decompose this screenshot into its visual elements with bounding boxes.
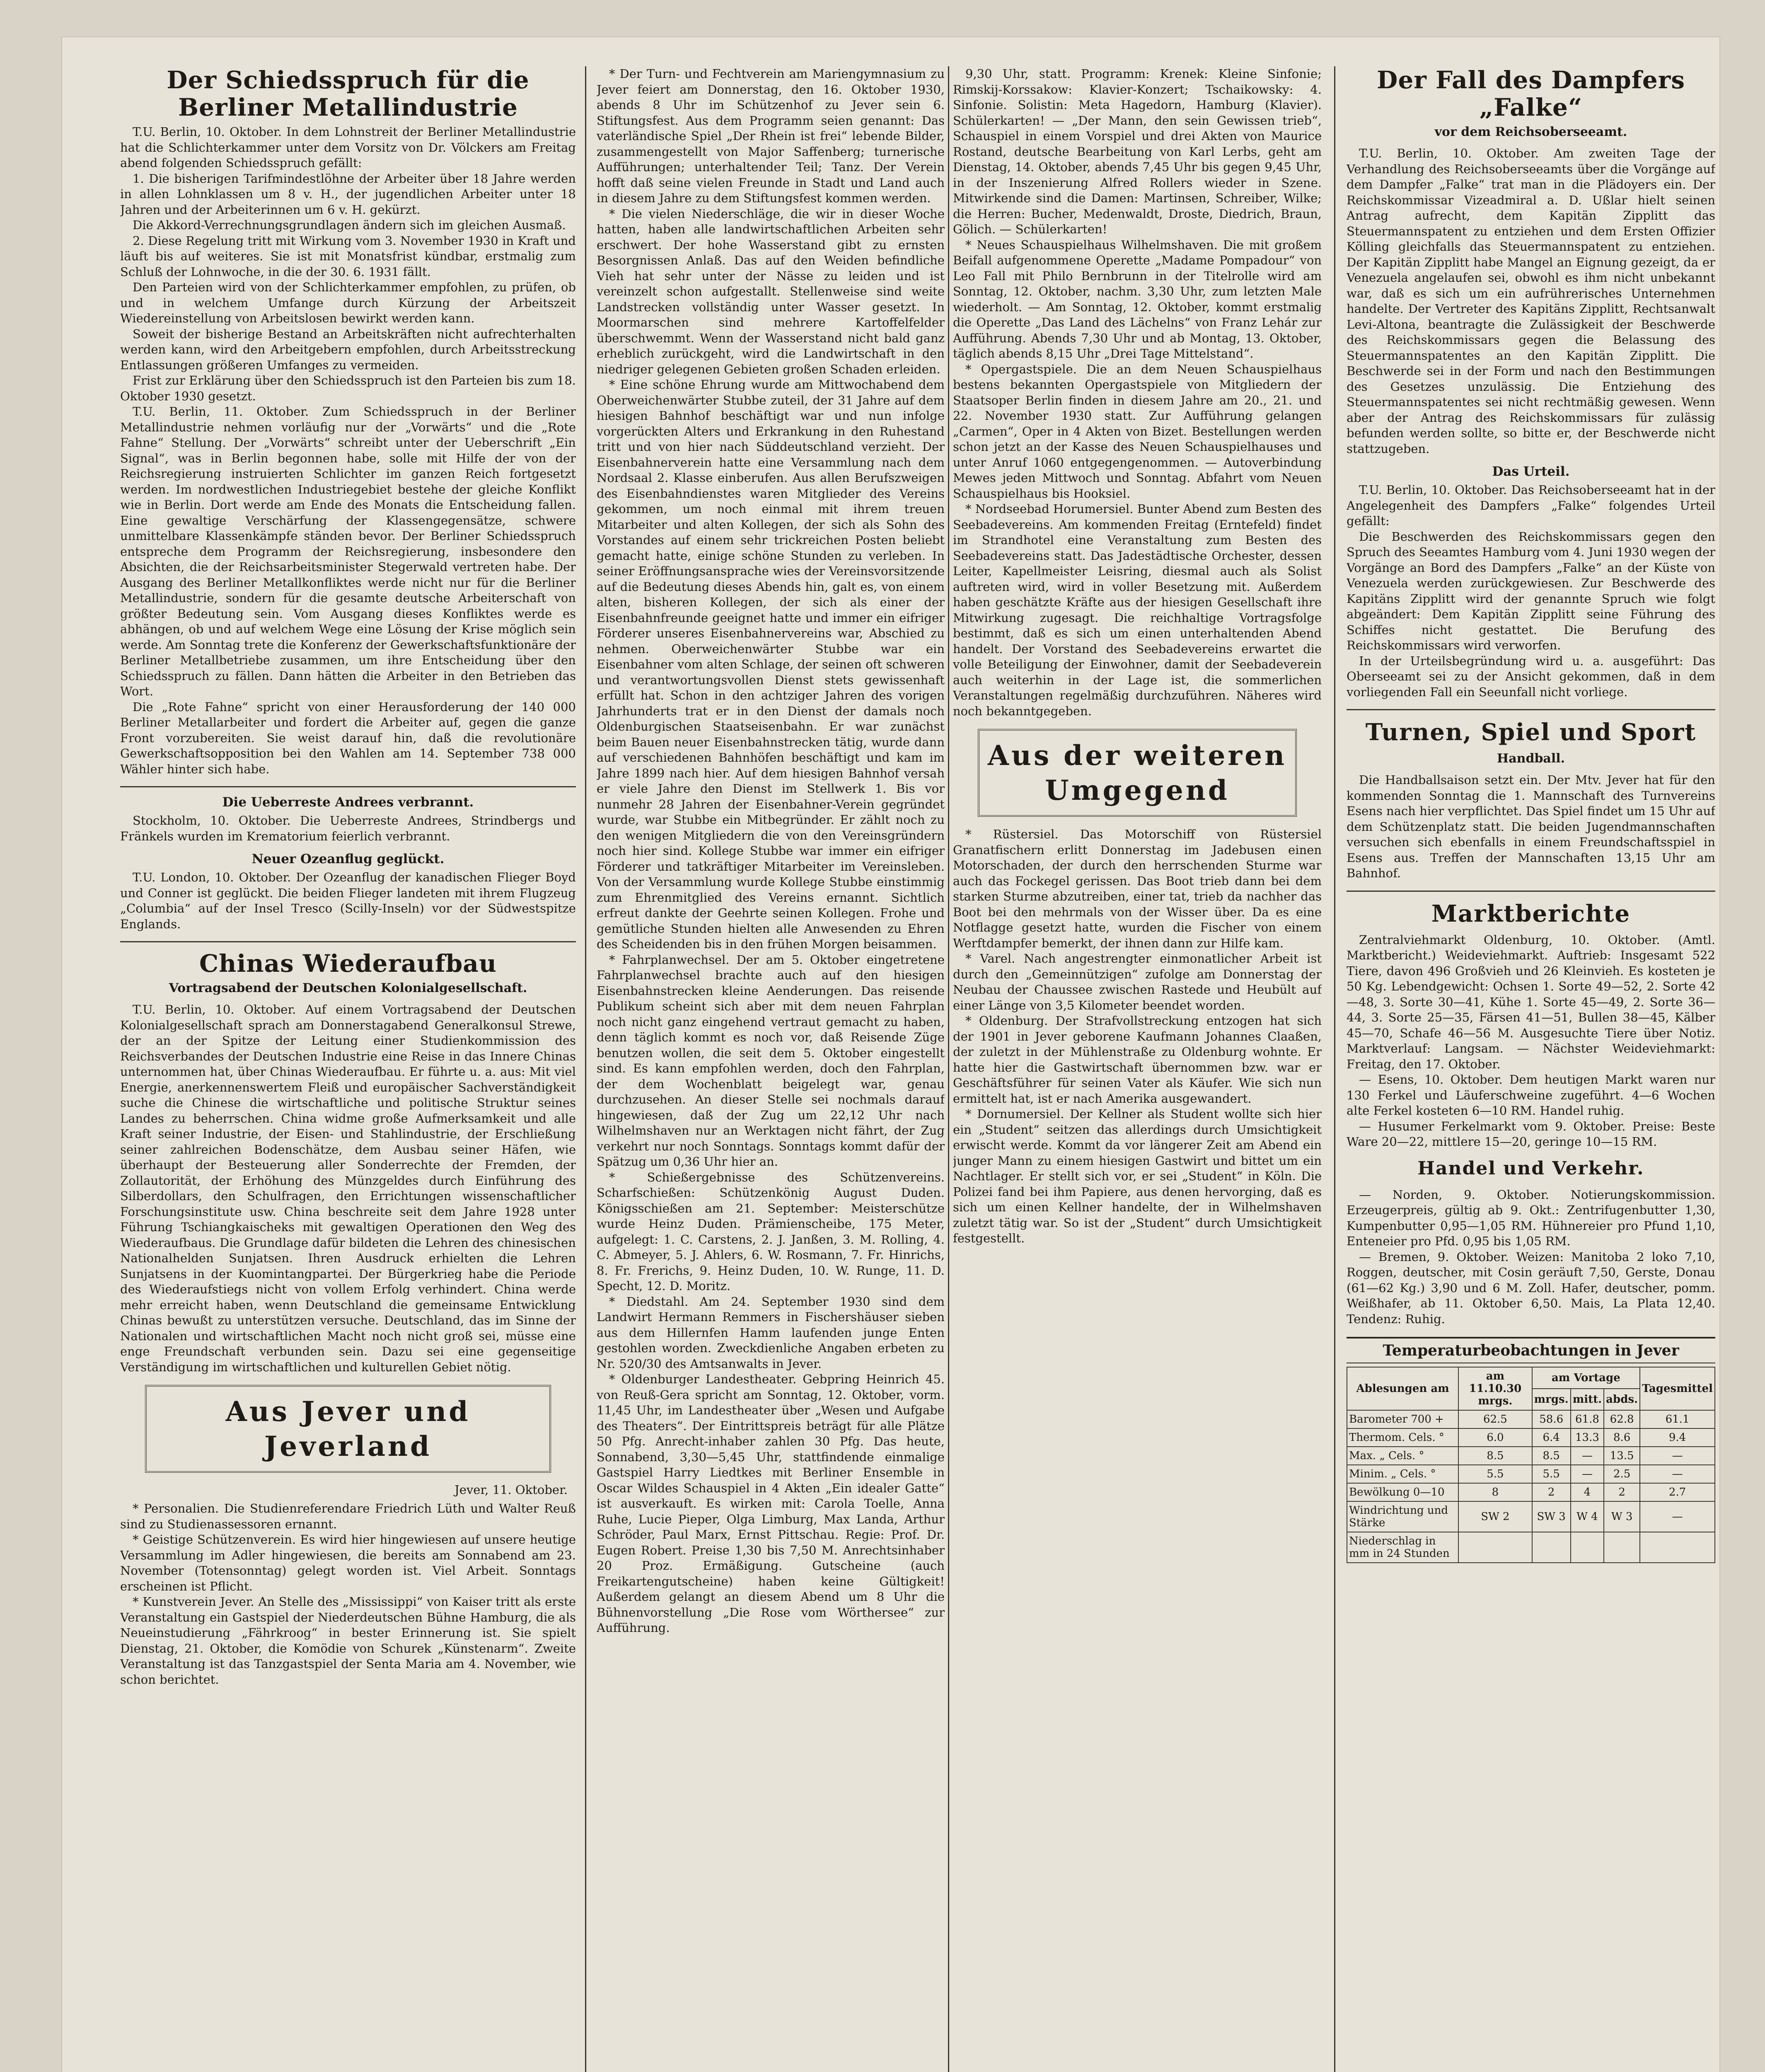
table-cell: 5.5 <box>1532 1465 1571 1483</box>
article-paragraph: * Neues Schauspielhaus Wilhelmshaven. Die mit großem Beifall aufgenommene Operette „Madame Pompadour“ von Leo Fall mit Philo Bernbrunn in der Titelrolle wird am Sonntag, 12. Oktober, nachm. 3,30 Uhr, zum letzten Male wiederholt. — Am Sonntag, 12. Oktober, kommt erstmalig die Operette „Das Land des Lächelns“ von Franz Lehár zur Aufführung. Abends 7,30 Uhr und ab Montag, 13. Oktober, täglich abends 8,15 Uhr „Drei Tage Mittelstand“. <box>953 237 1322 361</box>
table-cell: Bewölkung 0—10 <box>1347 1483 1458 1501</box>
table-cell: 9.4 <box>1640 1428 1715 1447</box>
table-cell: 8.5 <box>1458 1447 1532 1465</box>
divider <box>120 786 576 787</box>
article-paragraph: * Oldenburger Landestheater. Gebpring Heinrich 45. von Reuß-Gera spricht am Sonntag, 12. Oktober, vorm. 11,45 Uhr, im Landestheater über „Wesen und Aufgabe des Theaters“. Der Eintrittspreis beträgt für alle Plätze 50 Pfg. Anrecht-inhaber zahlen 30 Pfg. Das heute, Sonnabend, 3,30—5,45 Uhr, stattfindende einmalige Gastspiel Harry Liedtkes mit Berliner Ensemble in Oscar Wildes Schauspiel in 4 Akten „Ein idealer Gatte“ ist ausverkauft. Es wirken mit: Carola Toelle, Anna Ruhe, Lucie Pieper, Olga Limburg, Max Landa, Arthur Schröder, Paul Marx, Ernst Pittschau. Regie: Prof. Dr. Eugen Robert. Preise 1,30 bis 7,50 M. Anrechtsinhaber 20 Proz. Ermäßigung. Gutscheine (auch Freikartengutscheine) haben keine Gültigkeit! Außerdem gelangt an diesem Abend um 8 Uhr die Bühnenvorstellung „Die Rose vom Wörthersee“ zur Aufführung. <box>597 1372 945 1635</box>
article-paragraph: — Norden, 9. Oktober. Notierungskommission. Erzeugerpreis, gültig ab 9. Okt.: Zentrifugenbutter 1,30, Kumpenbutter 0,95—1,05 RM. Hühnereier pro Pfund 1,10, Enteneier pro Pfd. 0,95 bis 1,05 RM. <box>1347 1187 1715 1248</box>
article-paragraph: Die Akkord-Verrechnungsgrundlagen ändern sich im gleichen Ausmaß. <box>133 218 566 232</box>
table-cell: Niederschlag in mm in 24 Stunden <box>1347 1532 1458 1563</box>
table-cell: Windrichtung und Stärke <box>1347 1501 1458 1532</box>
table-cell: 61.1 <box>1640 1410 1715 1428</box>
table-header: am 11.10.30 mrgs. <box>1458 1367 1532 1410</box>
table-cell: 61.8 <box>1571 1410 1604 1428</box>
article-paragraph: 2. Diese Regelung tritt mit Wirkung vom 3. November 1930 in Kraft und läuft bis auf weiteres. Sie ist mit Monatsfrist kündbar, erstmalig zum Schluß der Lohnwoche, in die der 30. 6. 1931 fällt. <box>120 233 576 279</box>
article-paragraph: * Geistige Schützenverein. Es wird hier hingewiesen auf unsere heutige Versammlung im Adler hingewiesen, die bereits am Sonnabend am 23. November (Totensonntag) gelegt worden ist. Viel Arbeit. Sonntags erscheinen ist Pflicht. <box>120 1532 576 1593</box>
table-cell: 13.5 <box>1604 1447 1640 1465</box>
table-row <box>1347 1501 1715 1532</box>
table-cell: — <box>1640 1501 1715 1532</box>
table-cell: 62.5 <box>1458 1410 1532 1428</box>
section-title: Aus Jever und Jeverland <box>225 1395 471 1462</box>
article-paragraph: * Die vielen Niederschläge, die wir in dieser Woche hatten, haben alle landwirtschaftlichen Arbeiten sehr erschwert. Der hohe Wasserstand gibt zu ernsten Besorgnissen Anlaß. Das auf den Weiden befindliche Vieh hat sehr unter der Nässe zu leiden und ist vereinzelt schon aufgestallt. Stellenweise sind weite Landstrecken vollständig unter Wasser gesetzt. In Moormarschen sind mehrere Kartoffelfelder überschwemmt. Wenn der Wasserstand nicht bald ganz erheblich zurückgeht, wird die Landwirtschaft in den niedriger gelegenen Gebieten großen Schaden erleiden. <box>597 206 945 376</box>
article-paragraph: * Diedstahl. Am 24. September 1930 sind dem Landwirt Hermann Remmers in Fischershäuser sieben aus dem Hillernfen Hamm laufenden junge Enten gestohlen worden. Zweckdienliche Angaben erbeten zu Nr. 520/30 des Amtsanwalts in Jever. <box>597 1294 945 1371</box>
article-paragraph: T.U. Berlin, 10. Oktober. Das Reichsoberseeamt hat in der Angelegenheit des Dampfers „Falke“ folgendes Urteil gefällt: <box>1347 483 1715 528</box>
table-row <box>1347 1465 1715 1483</box>
table-cell: Barometer 700 + <box>1347 1410 1458 1428</box>
article-paragraph: * Rüstersiel. Das Motorschiff von Rüstersiel Granatfischern erlitt Donnerstag im Jadebusen einen Motorschaden, der durch den herrschenden Sturme war auch das Fockegel gerissen. Das Boot trieb dann bei dem starken Sturme abzutreiben, einer tat, trieb da nachher das Boot bei den mehrmals von der Wisser über. Da es eine Notflagge gesetzt hatte, wurden die Fischer von einem Werftdampfer bemerkt, der ihnen dann zur Hilfe kam. <box>953 827 1322 950</box>
article-paragraph: * Der Turn- und Fechtverein am Mariengymnasium zu Jever feiert am Donnerstag, den 16. Oktober 1930, abends 8 Uhr im Schützenhof zu Jever sein 6. Stiftungsfest. Aus dem Programm seien genannt: Das vaterländische Spiel „Der Rhein ist frei“ lebende Bilder, zusammengestellt von Major Saffenberg; turnerische Aufführungen; unterhaltender Teil; Tanz. Der Verein hofft daß seine vielen Freunde in Stadt und Land auch in diesem Jahre zu dem Stiftungsfest kommen werden. <box>597 67 945 205</box>
article-paragraph: In der Urteilsbegründung wird u. a. ausgeführt: Das Oberseeamt sei zu der Ansicht gekommen, daß in dem vorliegenden Fall ein Seeunfall nicht vorliege. <box>1347 654 1715 699</box>
divider <box>1347 709 1715 710</box>
section-title: Marktberichte <box>1431 900 1631 927</box>
table-cell: 8.5 <box>1532 1447 1571 1465</box>
table-cell <box>1571 1532 1604 1563</box>
table-row <box>1347 1447 1715 1465</box>
table-cell: 8.6 <box>1604 1428 1640 1447</box>
table-row <box>1347 1428 1715 1447</box>
table-row <box>1347 1532 1715 1563</box>
table-cell: 2 <box>1604 1483 1640 1501</box>
table-cell: — <box>1571 1465 1604 1483</box>
table-cell: 62.8 <box>1604 1410 1640 1428</box>
table-cell: W 3 <box>1604 1501 1640 1532</box>
table-cell: SW 3 <box>1532 1501 1571 1532</box>
article-paragraph: T.U. Berlin, 10. Oktober. Auf einem Vortragsabend der Deutschen Kolonialgesellschaft sprach am Donnerstagabend Generalkonsul Strewe, der an der Spitze der Leitung einer Studienkommission des Reichsverbandes der Deutschen Industrie eine Reise in das Innere Chinas unternommen hat, über Chinas Wiederaufbau. Er führte u. a. aus: Mit viel Energie, anerkennenswertem Fleiß und europäischer Sachverständigkeit suche die Chinese die wirtschaftliche und politische Struktur seines Landes zu beherrschen. China widme große Aufmerksamkeit und alle Kraft seiner Industrie, der Eisen- und Stahlindustrie, der Erschließung seiner zahlreichen Bodenschätze, dem Ausbau seiner Häfen, wie überhaupt der Besteuerung aller Sonderrechte der Fremden, der Zollautorität, der Erhöhung des Münzgeldes durch Einführung des Silberdollars, den Schulfragen, den Errichtungen wissenschaftlicher Forschungsinstitute usw. China beschreite seit dem Jahre 1928 unter Führung Tschiangkaischeks mit gewaltigen Operationen den Weg des Wiederaufbaus. Die Grundlage dafür bildeten die Lehren des chinesischen Nationalhelden Sunjatsen. Ihren Ausdruck erhielten die Lehren Sunjatsens in der Kuomintangpartei. Der Bürgerkrieg habe die Periode des Wiederaufstiegs nicht von vollem Erfolg verhindert. China werde mehr erreicht haben, wenn Deutschland die gemeinsame Entwicklung Chinas bewußt zu unterstützen versuche. Deutschland, das im Sinne der Nationalen und wirtschaftlichen Macht noch nicht groß sei, müsse eine enge Freundschaft verbunden sein. Dazu sei eine gegenseitige Verständigung im wirtschaftlichen und kulturellen Gebiet nötig. <box>120 1002 576 1374</box>
headline: Der Schiedsspruch für die Berliner Metallindustrie <box>167 66 530 121</box>
article-paragraph: * Dornumersiel. Der Kellner als Student wollte sich hier ein „Student“ seitzen das allerdings durch Umsichtigkeit erwischt werde. Kommt da vor längerer Zeit am Abend ein junger Mann zu einem hiesigen Gastwirt und bittet um ein Nachtlager. Er stellt sich vor, er sei „Student“ in Köln. Die Polizei fand bei ihm Papiere, aus denen hervorging, daß es sich um einen Kellner handelte, der in Wilhelmshaven zuletzt tätig war. So ist der „Student“ durch Umsichtigkeit festgestellt. <box>953 1107 1322 1245</box>
dateline: Jever, 11. Oktober. <box>455 1483 568 1497</box>
subheadline: Neuer Ozeanflug geglückt. <box>251 852 445 867</box>
column-4 <box>1347 66 1715 1563</box>
article-paragraph: Den Parteien wird von der Schlichterkammer empfohlen, zu prüfen, ob und in welchem Umfange durch Kürzung der Arbeitszeit Wiedereinstellung von Arbeitslosen bewirkt werden kann. <box>120 280 576 325</box>
article-paragraph: * Eine schöne Ehrung wurde am Mittwochabend dem Oberweichenwärter Stubbe zuteil, der 31 Jahre auf dem hiesigen Bahnhof beschäftigt war und nun infolge vorgerückten Alters und Erkrankung in den Ruhestand tritt und von hier nach Süddeutschland verzieht. Der Eisenbahnerverein hatte eine Versammlung nach dem Nordsaal 2. Klasse einberufen. Aus allen Berufszweigen des Eisenbahndienstes waren Mitglieder des Vereins gekommen, um noch einmal mit ihrem treuen Mitarbeiter und alten Kollegen, der sich als Sohn des Vorstandes auf einem sehr trickreichen Posten beliebt gemacht hatte, einige schöne Stunden zu verleben. In seiner Eröffnungsansprache wies der Vereinsvorsitzende auf die Bedeutung dieses Abends hin, galt es, von einem alten, bisheren Kollegen, der sich als einer der Eisenbahnfreunde geeignet hatte und immer ein eifriger Förderer unseres Eisenbahnervereins war, Abschied zu nehmen. Oberweichenwärter Stubbe war ein Eisenbahner vom alten Schlage, der seinen oft schweren und verantwortungsvollen Dienst stets gewissenhaft erfüllt hat. Schon in den achtziger Jahren des vorigen Jahrhunderts trat er in den Dienst der damals noch Oldenburgischen Staatseisenbahn. Er war zunächst beim Bauen neuer Eisenbahnstrecken tätig, wurde dann auf verschiedenen Bahnhöfen beschäftigt und kam im Jahre 1899 nach hier. Auf dem hiesigen Bahnhof versah er viele Jahre den Dienst im Stellwerk 1. Bis vor nunmehr 28 Jahren der Eisenbahner-Verein gegründet wurde, war Stubbe ein Mitbegründer. Er zählt noch zu den wenigen Mitgliedern die von den Vereinsgründern noch hier sind. Kollege Stubbe war immer ein eifriger Förderer und tatkräftiger Mitarbeiter im Vereinsleben. Von der Versammlung wurde Kollege Stubbe einstimmig zum Ehrenmitglied des Vereins ernannt. Sichtlich erfreut dankte der Geehrte seinen Kollegen. Frohe und gemütliche Stunden hielten alle Anwesenden zu Ehren des Scheidenden bis in den frühen Morgen beisammen. <box>597 378 945 951</box>
article-paragraph: — Esens, 10. Oktober. Dem heutigen Markt waren nur 130 Ferkel und Läuferschweine zugeführt. 4—6 Wochen alte Ferkel kosteten 6—10 RM. Handel ruhig. <box>1347 1072 1715 1118</box>
subheadline: vor dem Reichsoberseeamt. <box>1434 125 1627 139</box>
section-title: Turnen, Spiel und Sport <box>1365 719 1697 746</box>
column-3 <box>953 66 1322 1247</box>
table-header: mitt. <box>1571 1389 1604 1410</box>
table-cell: 2 <box>1532 1483 1571 1501</box>
article-paragraph: T.U. Berlin, 10. Oktober. In dem Lohnstreit der Berliner Metallindustrie hat die Schlichterkammer unter dem Vorsitz von Dr. Völckers am Freitag abend folgenden Schiedsspruch gefällt: <box>120 125 576 170</box>
article-paragraph: Soweit der bisherige Bestand an Arbeitskräften nicht aufrechterhalten werden kann, wird den Arbeitgebern empfohlen, durch Arbeitsstreckung Entlassungen größeren Umfanges zu vermeiden. <box>120 327 576 372</box>
article-paragraph: Die „Rote Fahne“ spricht von einer Herausforderung der 140 000 Berliner Metallarbeiter und fordert die Arbeiter auf, gegen die ganze Front vorzubereiten. Sie weist darauf hin, daß die revolutionäre Gewerkschaftsopposition bei den Wahlen am 14. September 738 000 Wähler hinter sich habe. <box>120 700 576 776</box>
table-cell: Max. „ Cels. ° <box>1347 1447 1458 1465</box>
table-row <box>1347 1483 1715 1501</box>
table-cell <box>1458 1532 1532 1563</box>
article-paragraph: * Varel. Nach angestrengter einmonatlicher Arbeit ist durch den „Gemeinnützigen“ zufolge am Donnerstag der Neubau der Chaussee zwischen Rastede und Heubült auf einer Länge von 3,5 Kilometer beendet worden. <box>953 951 1322 1012</box>
table-cell: 8 <box>1458 1483 1532 1501</box>
table-header: Tagesmittel <box>1640 1367 1715 1410</box>
article-paragraph: 9,30 Uhr, statt. Programm: Krenek: Kleine Sinfonie; Rimskij-Korssakow: Klavier-Konzert; Tschaikowsky: 4. Sinfonie. Solistin: Meta Hagedorn, Hamburg (Klavier). Schülerkarten! — „Der Mann, den sein Gewissen trieb“, Schauspiel in einem Vorspiel und drei Akten von Maurice Rostand, deutsche Bearbeitung von Karl Lerbs, geht am Dienstag, 14. Oktober, abends 7,45 Uhr bis gegen 9,45 Uhr, in der Inszenierung Alfred Rollers wieder in Szene. Mitwirkende sind die Damen: Martinsen, Schreiber, Wilke; die Herren: Bucher, Medenwaldt, Droste, Diedrich, Braun, Gölich. — Schülerkarten! <box>953 67 1322 236</box>
table-cell: 5.5 <box>1458 1465 1532 1483</box>
article-paragraph: * Nordseebad Horumersiel. Bunter Abend zum Besten des Seebadevereins. Am kommenden Freitag (Erntefeld) findet im Strandhotel eine Veranstaltung zum Besten des Seebadevereins statt. Das Jadestädtische Orchester, dessen Leiter, Kapellmeister Leisring, diesmal auch als Solist auftreten wird, wird in voller Besetzung mit. Außerdem haben geschätzte Kräfte aus der hiesigen Gesellschaft ihre Mitwirkung zugesagt. Die reichhaltige Vortragsfolge bestimmt, daß es sich um einen unterhaltenden Abend handelt. Der Vorstand des Seebadevereins erwartet die volle Beteiligung der Einwohner, damit der Seebadeverein auch weiterhin in der Lage ist, die sommerlichen Veranstaltungen regelmäßig durchzuführen. Näheres wird noch bekanntgegeben. <box>953 502 1322 718</box>
article-paragraph: 1. Die bisherigen Tarifmindestlöhne der Arbeiter über 18 Jahre werden in allen Lohnklassen um 8 v. H., der jugendlichen Arbeiter unter 18 Jahren und der Arbeiterinnen um 6 v. H. gekürzt. <box>120 171 576 217</box>
section-title: Handel und Verkehr. <box>1417 1157 1644 1179</box>
table-cell: 4 <box>1571 1483 1604 1501</box>
column-2 <box>597 66 945 1636</box>
table-cell: — <box>1571 1447 1604 1465</box>
table-cell: 58.6 <box>1532 1410 1571 1428</box>
article-paragraph: * Oldenburg. Der Strafvollstreckung entzogen hat sich der 1901 in Jever geborene Kaufmann Johannes Claaßen, der zuletzt in der Mühlenstraße zu Oldenburg wohnte. Er hatte hier die Gastwirtschaft übernommen bzw. war er Geschäftsführer für seinen Vater als Käufer. Wie sich nun ermittelt hat, ist er nach Amerika ausgewandert. <box>953 1014 1322 1106</box>
table-cell <box>1604 1532 1640 1563</box>
table-cell: 6.4 <box>1532 1428 1571 1447</box>
column-rule <box>585 66 586 2072</box>
table-header: am Vortage <box>1532 1367 1640 1389</box>
subheadline: Vortragsabend der Deutschen Kolonialgesellschaft. <box>169 981 527 995</box>
article-paragraph: * Kunstverein Jever. An Stelle des „Mississippi“ von Kaiser tritt als erste Veranstaltung ein Gastspiel der Niederdeutschen Bühne Hamburg, die als Neueinstudierung „Fährkroog“ in bester Erinnerung ist. Sie spielt Dienstag, 21. Oktober, die Komödie von Schurek „Künstenarm“. Zweite Veranstaltung ist das Tanzgastspiel der Senta Maria am 4. November, wie schon berichtet. <box>120 1595 576 1687</box>
article-paragraph: * Opergastspiele. Die an dem Neuen Schauspielhaus bestens bekannten Opergastspiele von Mitgliedern der Staatsoper Berlin finden in diesem Jahre am 20., 21. und 22. November 1930 statt. Zur Aufführung gelangen „Carmen“, Oper in 4 Akten von Bizet. Bestellungen werden schon jetzt an der Kasse des Neuen Schauspielhauses und unter Anruf 1060 entgegengenommen. — Autoverbindung Mewes jeden Mittwoch und Sonntag. Abfahrt vom Neuen Schauspielhaus bis Hooksiel. <box>953 362 1322 501</box>
table-cell: 2.5 <box>1604 1465 1640 1483</box>
headline: Chinas Wiederaufbau <box>199 949 497 978</box>
subheadline: Die Ueberreste Andrees verbrannt. <box>222 795 474 810</box>
section-title: Aus der weiteren Umgegend <box>987 739 1287 806</box>
table-header-row <box>1347 1367 1715 1389</box>
article-paragraph: T.U. Berlin, 10. Oktober. Am zweiten Tage der Verhandlung des Reichsoberseeamts über die Vorgänge auf dem Dampfer „Falke“ trat man in die Plädoyers ein. Der Reichskommissar Vizeadmiral a. D. Ußlar hielt seinen Antrag aufrecht, dem Kapitän Zipplitt das Steuermannspatent zu entziehen und dem Ersten Offizier Kölling gleichfalls das Steuermannspatent zu entziehen. Der Kapitän Zipplitt habe Mangel an Eignung gezeigt, da er Venezuela angelaufen sei, obwohl es ihm nicht unbekannt war, daß es sich um ein aufrührerisches Unternehmen handelte. Der Vertreter des Kapitäns Zipplitt, Rechtsanwalt Levi-Altona, beantragte die Zulässigkeit der Beschwerde des Reichskommissars gegen die Belassung des Steuermannspatentes an den Kapitän Zipplitt. Die Beschwerde sei in der Form und nach den Bestimmungen des Gesetzes unzulässig. Die Entziehung des Steuermannspatentes sei nicht rechtmäßig gewesen. Wenn aber der Antrag des Reichskommissars für zulässig befunden werden sollte, so bitte er, der Beschwerde nicht stattzugeben. <box>1347 146 1715 456</box>
section-box <box>978 729 1297 817</box>
article-paragraph: Zentralviehmarkt Oldenburg, 10. Oktober. (Amtl. Marktbericht.) Weideviehmarkt. Auftrieb: Insgesamt 522 Tiere, davon 496 Großvieh und 26 Kleinvieh. Es kosteten je 50 Kg. Lebendgewicht: Ochsen 1. Sorte 49—52, 2. Sorte 42—48, 3. Sorte 30—41, Kühe 1. Sorte 45—49, 2. Sorte 36—44, 3. Sorte 25—35, Färsen 41—51, Bullen 38—45, Kälber 45—70, Schafe 46—56 M. Ausgesuchte Tiere über Notiz. Marktverlauf: Langsam. — Nächster Weideviehmarkt: Freitag, den 17. Oktober. <box>1347 932 1715 1071</box>
column-1 <box>120 66 576 1687</box>
table-cell: 6.0 <box>1458 1428 1532 1447</box>
article-paragraph: — Bremen, 9. Oktober. Weizen: Manitoba 2 loko 7,10, Roggen, deutscher, mit Cosin geräuft 7,50, Gerste, Donau (61—62 Kg.) 3,90 und 6 M. Zoll. Hafer, deutscher, pomm. Weißhafer, ab 11. Oktober 6,50. Mais, La Plata 12,40. Tendenz: Ruhig. <box>1347 1249 1715 1326</box>
table-cell: — <box>1640 1465 1715 1483</box>
article-paragraph: Die Handballsaison setzt ein. Der Mtv. Jever hat für den kommenden Sonntag die 1. Mannschaft des Turnvereins Esens nach hier verpflichtet. Das Spiel findet um 15 Uhr auf dem Schützenplatz statt. Die beiden Jugendmannschaften versuchen sich ebenfalls in einem Freundschaftsspiel in Esens aus. Treffen der Mannschaften 13,15 Uhr am Bahnhof. <box>1347 773 1715 880</box>
section-box <box>145 1385 551 1473</box>
weather-table-body <box>1347 1410 1715 1563</box>
column-rule <box>1334 66 1335 2072</box>
article-paragraph: Stockholm, 10. Oktober. Die Ueberreste Andrees, Strindbergs und Fränkels wurden im Krematorium feierlich verbrannt. <box>120 813 576 843</box>
table-cell: — <box>1640 1447 1715 1465</box>
table-cell: 2.7 <box>1640 1483 1715 1501</box>
table-cell: W 4 <box>1571 1501 1604 1532</box>
article-paragraph: Frist zur Erklärung über den Schiedsspruch ist den Parteien bis zum 18. Oktober 1930 gesetzt. <box>120 373 576 403</box>
table-header: mrgs. <box>1532 1389 1571 1410</box>
subheadline: Handball. <box>1497 751 1565 766</box>
article-paragraph: * Personalien. Die Studienreferendare Friedrich Lüth und Walter Reuß sind zu Studienassessoren ernannt. <box>120 1501 576 1531</box>
divider <box>120 941 576 942</box>
table-cell: Minim. „ Cels. ° <box>1347 1465 1458 1483</box>
article-paragraph: * Fahrplanwechsel. Der am 5. Oktober eingetretene Fahrplanwechsel brachte auch auf den hiesigen Eisenbahnstrecken kleine Aenderungen. Das reisende Publikum scheint sich aber mit dem neuen Fahrplan noch nicht ganz eingehend vertraut gemacht zu haben, denn täglich kommt es noch vor, daß Reisende Züge benutzen wollen, die seit dem 5. Oktober eingestellt sind. Es kann empfohlen werden, doch den Fahrplan, der dem Wochenblatt beigelegt war, genau durchzusehen. An dieser Stelle sei nochmals darauf hingewiesen, daß der Zug um 22,12 Uhr nach Wilhelmshaven nur an Werktagen nicht fährt, der Zug verkehrt nur noch Sonntags. Sonntags kommt dafür der Spätzug um 0,36 Uhr hier an. <box>597 952 945 1169</box>
divider <box>1347 891 1715 892</box>
subheadline: Das Urteil. <box>1492 464 1570 479</box>
table-header: abds. <box>1604 1389 1640 1410</box>
table-header: Ablesungen am <box>1347 1367 1458 1410</box>
table-cell: Thermom. Cels. ° <box>1347 1428 1458 1447</box>
table-cell: 13.3 <box>1571 1428 1604 1447</box>
table-cell <box>1532 1532 1571 1563</box>
article-paragraph: T.U. Berlin, 11. Oktober. Zum Schiedsspruch in der Berliner Metallindustrie nehmen vorläufig nur der „Vorwärts“ und die „Rote Fahne“ Stellung. Der „Vorwärts“ schreibt unter der Ueberschrift „Ein Signal“, was in Berlin begonnen habe, solle mit Hilfe der von der Reichsregierung instruierten Schlichter im ganzen Reich fortgesetzt werden. Im nordwestlichen Industriegebiet bestehe der gleiche Konflikt wie in Berlin. Dort werde am Ende des Monats die Entscheidung fallen. Eine gewaltige Verschärfung der Klassengegensätze, schwere unmittelbare Klassenkämpfe ständen bevor. Der Berliner Schiedsspruch entspreche dem Programm der Reichsregierung, insbesondere den Absichten, die der Reichsarbeitsminister Stegerwald vertreten habe. Der Ausgang des Berliner Metallkonfliktes werde nicht nur für die Berliner Metallindustrie, sondern für die gesamte deutsche Arbeiterschaft von größter Bedeutung sein. Vom Ausgang dieses Konfliktes werde es abhängen, ob und auf welchem Wege eine Lösung der Krise möglich sein werde. Am Sonntag trete die Konferenz der Gewerkschaftsfunktionäre der Berliner Metallbetriebe zusammen, um ihre Entscheidung über den Schiedsspruch zu fällen. Dann hätten die Arbeiter in den Betrieben das Wort. <box>120 404 576 698</box>
table-cell <box>1640 1532 1715 1563</box>
column-rule <box>948 66 949 2072</box>
article-paragraph: T.U. London, 10. Oktober. Der Ozeanflug der kanadischen Flieger Boyd und Conner ist geglückt. Die beiden Flieger landeten mit ihrem Flugzeug „Columbia“ auf der Insel Tresco (Scilly-Inseln) vor der Südwestspitze Englands. <box>120 870 576 931</box>
article-paragraph: * Schießergebnisse des Schützenvereins. Scharfschießen: Schützenkönig August Duden. Königsschießen am 21. September: Meisterschütze wurde Heinz Duden. Prämienscheibe, 175 Meter, aufgelegt: 1. C. Carstens, 2. J. Janßen, 3. M. Rolling, 4. C. Abmeyer, 5. J. Ahlers, 6. W. Rosmann, 7. Fr. Hinrichs, 8. Fr. Frerichs, 9. Heinz Duden, 10. W. Runge, 11. D. Specht, 12. D. Moritz. <box>597 1170 945 1293</box>
weather-table <box>1347 1367 1715 1563</box>
table-row <box>1347 1410 1715 1428</box>
headline: Der Fall des Dampfers „Falke“ <box>1377 66 1685 121</box>
article-paragraph: — Husumer Ferkelmarkt vom 9. Oktober. Preise: Beste Ware 20—22, mittlere 15—20, geringe 10—15 RM. <box>1347 1119 1715 1149</box>
article-paragraph: Die Beschwerden des Reichskommissars gegen den Spruch des Seeamtes Hamburg vom 4. Juni 1930 wegen der Vorgänge an Bord des Dampfers „Falke“ an der Küste von Venezuela werden zurückgewiesen. Zur Beschwerde des Kapitäns Zipplitt wird der genannte Spruch wie folgt abgeändert: Dem Kapitän Zipplitt seine Führung des Schiffes nicht gestattet. Die Berufung des Reichskommissars wird verworfen. <box>1347 529 1715 652</box>
weather-table-title: Temperaturbeobachtungen in Jever <box>1347 1337 1715 1363</box>
table-cell: SW 2 <box>1458 1501 1532 1532</box>
